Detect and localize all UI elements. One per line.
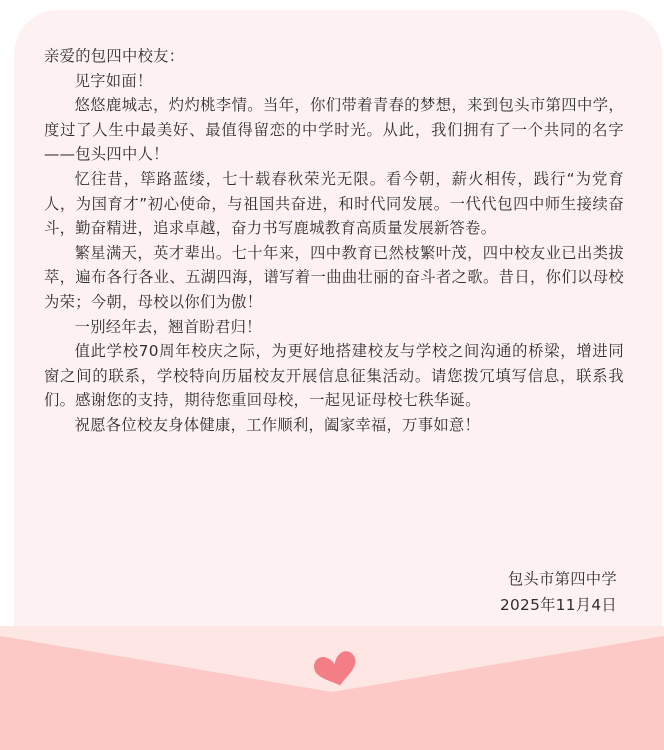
- letter-paragraph: 悠悠鹿城志，灼灼桃李情。当年，你们带着青春的梦想，来到包头市第四中学，度过了人生中最美好、最值得留恋的中学时光。从此，我们拥有了一个共同的名字——包头四中人！: [44, 96, 624, 164]
- letter-body: [44, 44, 624, 438]
- letter-salutation: 亲爱的包四中校友：: [44, 47, 185, 65]
- envelope-graphic: [0, 600, 664, 750]
- letter-paragraph: 祝愿各位校友身体健康，工作顺利，阖家幸福，万事如意！: [74, 415, 481, 434]
- letter-paragraph: 繁星满天，英才辈出。七十年来，四中教育已然枝繁叶茂，四中校友业已出类拔萃，遍布各行各业、五湖四海，谱写着一曲曲壮丽的奋斗者之歌。昔日，你们以母校为荣；今朝，母校以你们为傲！: [44, 243, 624, 311]
- letter-paragraph: 值此学校70周年校庆之际，为更好地搭建校友与学校之间沟通的桥梁，增进同窗之间的联系，学校特向历届校友开展信息征集活动。请您拨冗填写信息，联系我们。感谢您的支持，期待您重回母校，一起见证母校七秩华诞。: [44, 342, 624, 410]
- letter-paragraph: 一别经年去，翘首盼君归！: [74, 317, 262, 336]
- letter-paragraph: 忆往昔，筚路蓝缕，七十载春秋荣光无限。看今朝，薪火相传，践行“为党育人，为国育才”初心使命，与祖国共奋进，和时代同发展。一代代包四中师生接续奋斗，勤奋精进，追求卓越，奋力书写鹿城教育高质量发展新答卷。: [44, 169, 624, 238]
- letter-paragraph: 见字如面！: [74, 71, 153, 90]
- signature-date: 2025年11月4日: [499, 596, 617, 614]
- signature-school: 包头市第四中学: [507, 570, 617, 588]
